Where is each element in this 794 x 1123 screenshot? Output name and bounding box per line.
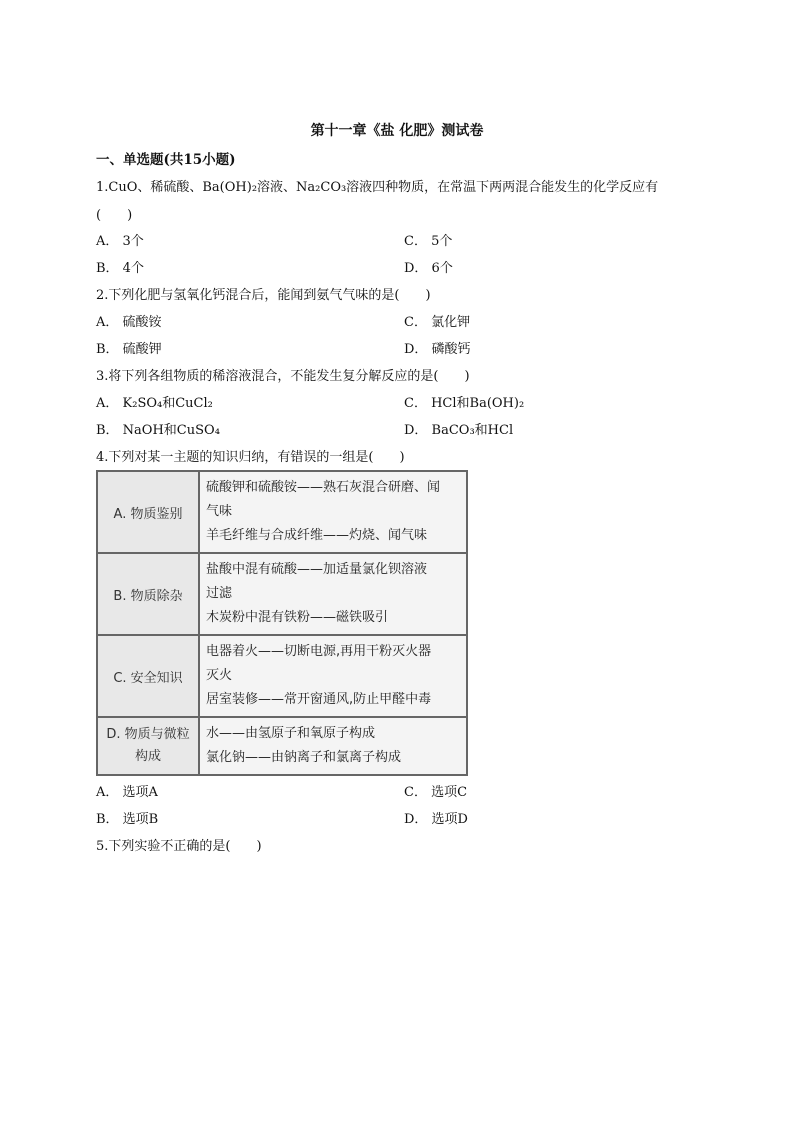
question-2-option-a: A． 硫酸铵	[96, 315, 162, 330]
table-line: 居室装修——常开窗通风,防止甲醛中毒	[206, 692, 432, 707]
question-1-blank: ( )	[96, 208, 133, 223]
table-row-content	[199, 635, 467, 717]
table-line: 木炭粉中混有铁粉——磁铁吸引	[206, 610, 389, 625]
question-1-option-b: B． 4个	[96, 261, 144, 276]
question-1-option-c: C． 5个	[404, 234, 453, 249]
question-2-option-c: C． 氯化钾	[404, 315, 471, 330]
question-5-text: 5.下列实验不正确的是( )	[96, 839, 262, 854]
table-row-label: A. 物质鉴别	[97, 471, 199, 553]
table-row	[97, 717, 467, 775]
question-4-option-c: C． 选项C	[404, 785, 468, 800]
table-row-content	[199, 553, 467, 635]
knowledge-table	[96, 470, 468, 776]
question-1-option-a: A． 3个	[96, 234, 144, 249]
question-1-option-d: D． 6个	[404, 261, 453, 276]
table-line: 羊毛纤维与合成纤维——灼烧、闻气味	[206, 528, 428, 543]
question-4-option-d: D． 选项D	[404, 812, 468, 827]
table-line: 电器着火——切断电源,再用干粉灭火器	[206, 644, 432, 659]
question-4-option-b: B． 选项B	[96, 812, 159, 827]
table-row	[97, 635, 467, 717]
question-2-option-d: D． 磷酸钙	[404, 342, 471, 357]
question-3-option-a: A． K₂SO₄和CuCl₂	[96, 396, 213, 411]
question-4-text: 4.下列对某一主题的知识归纳，有错误的一组是( )	[96, 450, 405, 465]
question-1-text: 1.CuO、稀硫酸、Ba(OH)₂溶液、Na₂CO₃溶液四种物质，在常温下两两混合能发生的化学反应有	[96, 180, 659, 195]
table-line: 盐酸中混有硫酸——加适量氯化钡溶液	[206, 562, 428, 577]
table-row-content	[199, 471, 467, 553]
table-line: 水——由氢原子和氧原子构成	[206, 726, 376, 741]
table-line: 氯化钠——由钠离子和氯离子构成	[206, 750, 402, 765]
table-row-content	[199, 717, 467, 775]
table-line: 灭火	[206, 668, 233, 683]
question-2-option-b: B． 硫酸钾	[96, 342, 162, 357]
table-row-label: C. 安全知识	[97, 635, 199, 717]
question-2-text: 2.下列化肥与氢氧化钙混合后，能闻到氨气气味的是( )	[96, 288, 431, 303]
table-line: 过滤	[206, 586, 233, 601]
question-3-option-c: C． HCl和Ba(OH)₂	[404, 396, 525, 411]
table-row-label: D. 物质与微粒构成	[97, 717, 199, 775]
page-title: 第十一章《盐 化肥》测试卷	[310, 123, 484, 139]
table-line: 硫酸钾和硫酸铵——熟石灰混合研磨、闻	[206, 480, 441, 495]
section-heading: 一、单选题(共15小题)	[96, 152, 236, 168]
question-3-option-d: D． BaCO₃和HCl	[404, 423, 514, 438]
table-line: 气味	[206, 504, 233, 519]
table-row-label: B. 物质除杂	[97, 553, 199, 635]
table-row	[97, 553, 467, 635]
question-3-option-b: B． NaOH和CuSO₄	[96, 423, 220, 438]
table-row	[97, 471, 467, 553]
question-4-option-a: A． 选项A	[96, 785, 158, 800]
question-3-text: 3.将下列各组物质的稀溶液混合，不能发生复分解反应的是( )	[96, 369, 470, 384]
